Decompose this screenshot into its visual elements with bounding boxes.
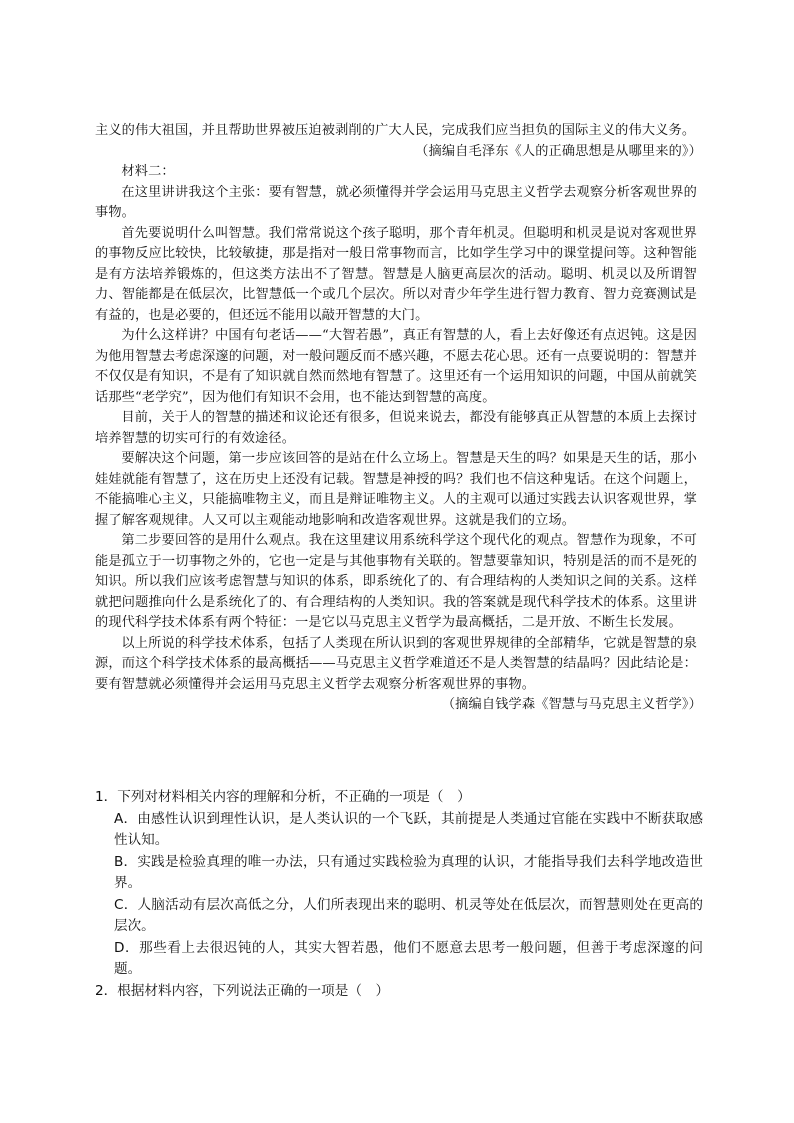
paragraph-1: 在这里讲讲我这个主张：要有智慧，就必须懂得并学会运用马克思主义哲学去观察分析客观世界的事物。 — [95, 184, 697, 220]
question-1-option-a: A．由感性认识到理性认识，是人类认识的一个飞跃，其前提是人类通过官能在实践中不断获取感性认知。 — [114, 810, 703, 848]
paragraph-6: 第二步要回答的是用什么观点。我在这里建议用系统科学这个现代化的观点。智慧作为现象，不可能是孤立于一切事物之外的，它也一定是与其他事物有关联的。智慧要靠知识，特别是活的而不是死的知识。所以我们应该考虑智慧与知识的体系，即系统化了的、有合理结构的人类知识之间的关系。这样就把问题推向什么是系统化了的、有合理结构的人类知识。我的答案就是现代科学技术的体系。这里讲的现代科学技术体系有两个特征：一是它以马克思主义哲学为最高概括，二是开放、不断生长发展。 — [95, 533, 697, 630]
question-1-option-c: C．人脑活动有层次高低之分，人们所表现出来的聪明、机灵等处在低层次，而智慧则处在更高的层次。 — [114, 896, 703, 934]
paragraph-7: 以上所说的科学技术体系，包括了人类现在所认识到的客观世界规律的全部精华，它就是智慧的泉源，而这个科学技术体系的最高概括——马克思主义哲学难道还不是人类智慧的结晶吗？因此结论是：要有智慧就必须懂得并会运用马克思主义哲学去观察分析客观世界的事物。 — [95, 635, 697, 692]
material-two-label: 材料二： — [121, 164, 175, 179]
question-1-option-d: D．那些看上去很迟钝的人，其实大智若愚，他们不愿意去思考一般问题，但善于考虑深邃的问题。 — [114, 939, 703, 977]
paragraph-3: 为什么这样讲？中国有句老话——“大智若愚”，真正有智慧的人，看上去好像还有点迟钝。这是因为他用智慧去考虑深邃的问题，对一般问题反而不感兴趣，不愿去花心思。还有一点要说明的：智慧并不仅仅是有知识，不是有了知识就自然而然地有智慧了。这里还有一个运用知识的问题，中国从前就笑话那些“老学究”，因为他们有知识不会用，也不能达到智慧的高度。 — [95, 328, 697, 405]
paragraph-5: 要解决这个问题，第一步应该回答的是站在什么立场上。智慧是天生的吗？如果是天生的话，那小娃娃就能有智慧了，这在历史上还没有记载。智慧是神授的吗？我们也不信这种鬼话。在这个问题上，不能搞唯心主义，只能搞唯物主义，而且是辩证唯物主义。人的主观可以通过实践去认识客观世界，掌握了解客观规律。人又可以主观能动地影响和改造客观世界。这就是我们的立场。 — [95, 451, 697, 528]
paragraph-4: 目前，关于人的智慧的描述和议论还有很多，但说来说去，都没有能够真正从智慧的本质上去探讨培养智慧的切实可行的有效途径。 — [95, 410, 697, 446]
paragraph-2: 首先要说明什么叫智慧。我们常常说这个孩子聪明，那个青年机灵。但聪明和机灵是说对客观世界的事物反应比较快，比较敏捷，那是指对一般日常事物而言，比如学生学习中的课堂提问等。这种智能是有方法培养锻炼的，但这类方法出不了智慧。智慧是人脑更高层次的活动。聪明、机灵以及所谓智力、智能都是在低层次，比智慧低一个或几个层次。所以对青少年学生进行智力教育、智力竞赛测试是有益的，也是必要的，但还远不能用以敲开智慧的大门。 — [95, 225, 697, 323]
question-section — [95, 787, 703, 1002]
question-2-stem: 2．根据材料内容，下列说法正确的一项是（ ） — [95, 982, 390, 999]
source-citation-2: （摘编自钱学森《智慧与马克思主义哲学》） — [441, 697, 702, 712]
reading-passage — [95, 121, 702, 716]
question-1-option-b: B．实践是检验真理的唯一办法，只有通过实践检验为真理的认识，才能指导我们去科学地改造世界。 — [114, 853, 703, 891]
paragraph-continued: 主义的伟大祖国，并且帮助世界被压迫被剥削的广大人民，完成我们应当担负的国际主义的伟大义务。 — [95, 123, 696, 138]
question-1-stem: 1．下列对材料相关内容的理解和分析，不正确的一项是（ ） — [95, 789, 471, 805]
source-citation-1: （摘编自毛泽东《人的正确思想是从哪里来的》） — [415, 143, 702, 159]
